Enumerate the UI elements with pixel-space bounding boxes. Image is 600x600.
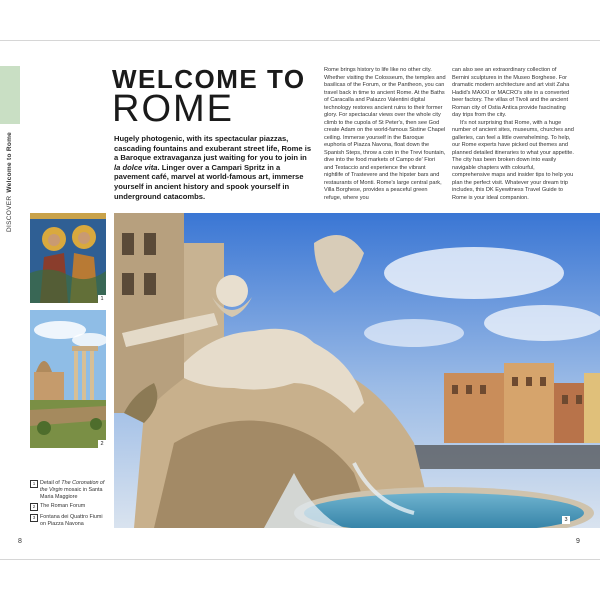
body-column-2 — [452, 67, 574, 202]
section-tab — [0, 66, 20, 124]
running-head-section: DISCOVER — [6, 195, 13, 232]
intro-paragraph — [114, 134, 314, 201]
caption-text — [40, 480, 110, 500]
caption-text: Fontana dei Quattro Fiumi on Piazza Navona — [40, 514, 103, 528]
fountain-illustration — [114, 213, 600, 528]
intro-text-post: . Linger over a Campari Spritz in a pavement café, marvel at world-famous art, immerse yourself in ancient history and spook yourself in underground catacombs. — [114, 162, 304, 201]
fountain-photo — [114, 213, 600, 528]
image-number-badge: 2 — [98, 440, 106, 448]
caption-number: 3 — [30, 514, 38, 522]
page-title-line2: ROME — [112, 88, 234, 130]
mosaic-photo — [30, 213, 106, 303]
image-number-badge: 1 — [98, 295, 106, 303]
caption-number: 2 — [30, 503, 38, 511]
forum-photo — [30, 310, 106, 448]
caption-item — [30, 480, 110, 500]
mosaic-illustration — [30, 213, 106, 303]
intro-text-italic: la dolce vita — [114, 162, 158, 172]
caption-text: The Roman Forum — [40, 503, 86, 510]
caption-text-post: mosaic in Santa Maria Maggiore — [40, 486, 103, 500]
body-paragraph: It's not surprising that Rome, with a huge number of ancient sites, museums, churches and galleries, can feel a little overwhelming. To help, our Rome experts have picked out themes and planned detailed itineraries to what your appetite. The city has been broken down into easily navigable chapters with colourful, comprehensive maps and insider tips to help you plan the perfect visit. Whatever your dream trip includes, this DK Eyewitness Travel Guide to Rome is your ideal companion. — [452, 119, 574, 201]
caption-item — [30, 503, 110, 511]
page-title-line1: WELCOME TO — [112, 64, 306, 94]
running-head — [6, 132, 13, 232]
caption-text-italic: The Coronation of the Virgin — [40, 480, 105, 493]
forum-illustration — [30, 310, 106, 448]
caption-text-pre: Detail of — [40, 480, 62, 486]
caption-list — [30, 480, 110, 531]
body-column-1 — [324, 67, 446, 202]
running-head-chapter: Welcome to Rome — [6, 131, 13, 193]
intro-text-pre: Hugely photogenic, with its spectacular piazzas, cascading fountains and exuberant street life, Rome is a Baroque extravaganza just waiting for you to join in — [114, 134, 312, 163]
page-number-right: 9 — [576, 538, 580, 545]
caption-item — [30, 514, 110, 528]
caption-number: 1 — [30, 480, 38, 488]
body-paragraph: can also see an extraordinary collection of Bernini sculptures in the Museo Borghese. For dramatic modern architecture and art visit Zaha Hadid's MAXXI or MACRO's site in a converted beer factory. The villas of Tivoli and the ancient Roman city of Ostia Antica provide fascinating day trips from the city. — [452, 67, 570, 118]
image-number-badge: 3 — [562, 516, 570, 524]
page-number-left: 8 — [18, 538, 22, 545]
body-paragraph: Rome brings history to life like no other city. Whether visiting the Colosseum, the temples and basilicas of the Forum, or the Pantheon, you can travel back in time to ancient Rome. At the Baths of Caracalla and Palazzo Valentini digital technology restores ancient ruins to their former glory. For spectacular views over the whole city climb to the cupola of St Peter's, then see God create Adam on the world-famous Sistine Chapel ceiling. Immerse yourself in the Baroque euphoria of Piazza Navona, float down the Spanish Steps, throw a coin in the Trevi fountain, dive into the food markets of Campo de' Fiori and Testaccio and experience the vibrant nightlife of Trastevere and the hipster bars and restaurants of Monti. Rome's large central park, Villa Borghese, provides a peaceful green refuge, where you — [324, 67, 446, 201]
